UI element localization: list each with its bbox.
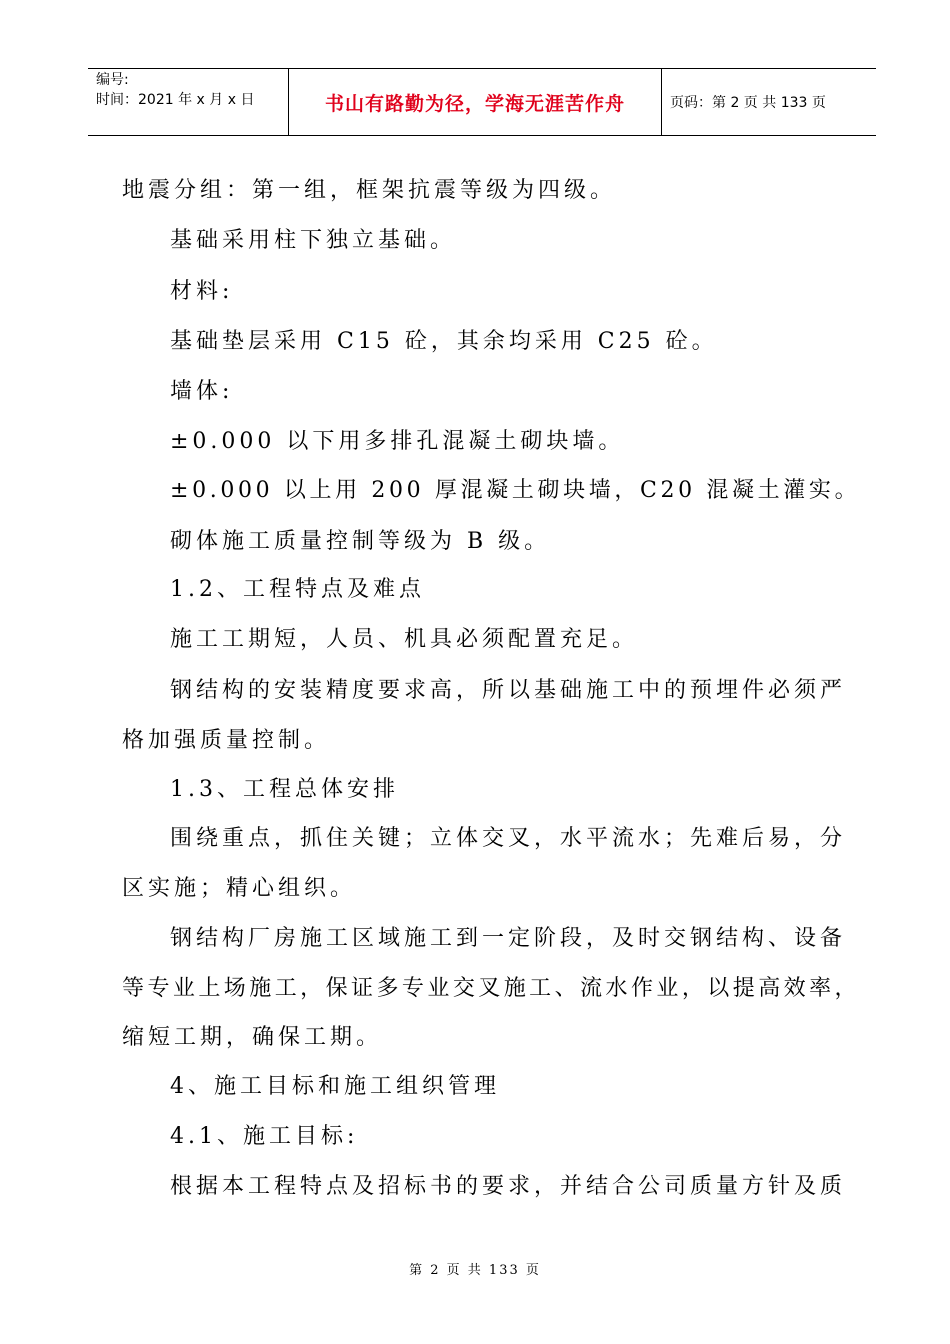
body-line: 砌体施工质量控制等级为 B 级。: [170, 529, 551, 554]
section-heading: 4、施工目标和施工组织管理: [170, 1074, 500, 1099]
document-time-label: 时间：2021 年 x 月 x 日: [96, 92, 255, 108]
header-page-cell: [662, 69, 876, 135]
document-number-label: 编号:: [96, 72, 129, 88]
body-line: 基础垫层采用 C15 砼，其余均采用 C25 砼。: [170, 329, 718, 354]
page-header: [88, 68, 876, 136]
body-line: 格加强质量控制。: [122, 728, 331, 753]
body-line: 等专业上场施工，保证多专业交叉施工、流水作业，以提高效率，: [122, 976, 861, 1001]
body-line: 基础采用柱下独立基础。: [170, 228, 457, 253]
body-line: ±0.000 以上用 200 厚混凝土砌块墙，C20 混凝土灌实。: [170, 478, 861, 503]
body-line: 区实施；精心组织。: [122, 876, 357, 901]
header-meta-cell: [88, 69, 288, 135]
section-heading: 4.1、施工目标:: [170, 1124, 359, 1149]
body-line: 地震分组：第一组，框架抗震等级为四级。: [122, 178, 617, 203]
body-line: 缩短工期，确保工期。: [122, 1025, 383, 1050]
section-heading: 1.2、工程特点及难点: [170, 577, 425, 602]
body-line: 墙体:: [170, 379, 234, 404]
section-heading: 1.3、工程总体安排: [170, 777, 399, 802]
header-page-info: 页码：第 2 页 共 133 页: [670, 95, 826, 111]
page-footer: 第 2 页 共 133 页: [409, 1263, 541, 1278]
body-line: 材料:: [170, 279, 234, 304]
body-line: 施工工期短，人员、机具必须配置充足。: [170, 627, 639, 652]
body-line: ±0.000 以下用多排孔混凝土砌块墙。: [170, 429, 625, 454]
header-motto: 书山有路勤为径，学海无涯苦作舟: [324, 92, 625, 115]
body-line: 围绕重点，抓住关键；立体交叉，水平流水；先难后易，分: [170, 826, 847, 851]
body-line: 钢结构厂房施工区域施工到一定阶段，及时交钢结构、设备: [170, 926, 847, 951]
body-line: 根据本工程特点及招标书的要求，并结合公司质量方针及质: [170, 1174, 847, 1199]
header-motto-cell: [288, 69, 662, 135]
body-line: 钢结构的安装精度要求高，所以基础施工中的预埋件必须严: [170, 678, 847, 703]
